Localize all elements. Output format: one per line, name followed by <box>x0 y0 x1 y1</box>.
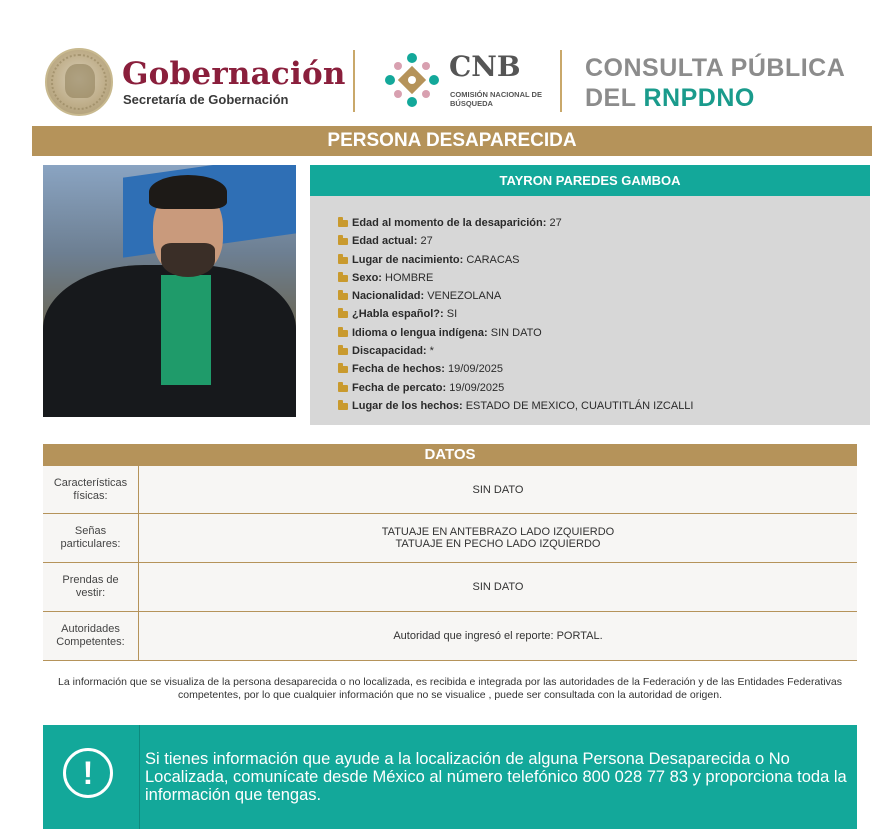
info-label: Lugar de nacimiento: <box>352 253 464 266</box>
folder-icon <box>338 400 348 410</box>
datos-row-value <box>139 612 857 660</box>
folder-icon <box>338 308 348 318</box>
alert-text: Si tienes información que ayude a la localización de alguna Persona Desaparecida o No Localizada, comunícate desde México al número telefónico 800 028 77 83 y proporciona toda la información que tengas. <box>145 750 847 804</box>
info-value: 19/09/2025 <box>449 381 505 394</box>
header-divider <box>560 50 562 112</box>
info-item <box>338 251 693 269</box>
datos-value-line: SIN DATO <box>472 483 524 496</box>
consulta-title-line2 <box>585 84 755 113</box>
photo-hoodie <box>161 275 211 385</box>
info-item <box>338 232 693 250</box>
datos-table <box>43 466 857 661</box>
datos-value-line: SIN DATO <box>472 581 524 593</box>
info-item <box>338 214 693 232</box>
info-label: Nacionalidad: <box>352 290 425 303</box>
person-info-box <box>310 196 870 425</box>
alert-divider <box>139 725 140 829</box>
datos-row-label: Autoridades Competentes: <box>43 612 139 660</box>
info-value: 27 <box>549 217 562 229</box>
info-label: Sexo: <box>352 271 382 284</box>
rnpdno-highlight: RNPDNO <box>643 84 755 112</box>
info-label: Lugar de los hechos: <box>352 399 463 412</box>
folder-icon <box>338 345 348 355</box>
info-item <box>338 305 693 323</box>
cnb-subtitle: COMISIÓN NACIONAL DE BÚSQUEDA <box>450 90 542 108</box>
header-divider <box>353 50 355 112</box>
info-value: HOMBRE <box>385 271 434 284</box>
folder-icon <box>338 217 348 227</box>
info-value: * <box>429 345 434 358</box>
info-label: Edad al momento de la desaparición: <box>352 217 547 229</box>
info-label: Idioma o lengua indígena: <box>352 326 488 339</box>
folder-icon <box>338 363 348 373</box>
person-name: TAYRON PAREDES GAMBOA <box>310 165 870 196</box>
gobernacion-subtitle: Secretaría de Gobernación <box>123 92 289 107</box>
datos-value-line: TATUAJE EN PECHO LADO IZQUIERDO <box>395 538 601 550</box>
person-photo <box>43 165 296 417</box>
national-seal-logo <box>45 48 113 116</box>
cnb-logo-icon <box>382 50 442 110</box>
datos-row-value <box>139 514 857 562</box>
folder-icon <box>338 290 348 300</box>
info-value: SIN DATO <box>490 326 542 339</box>
gobernacion-title: Gobernación <box>122 56 346 92</box>
consulta-prefix: DEL <box>585 84 644 112</box>
info-value: ESTADO DE MEXICO, CUAUTITLÁN IZCALLI <box>465 399 694 412</box>
info-label: Fecha de percato: <box>352 381 447 394</box>
datos-title-bar: DATOS <box>43 444 857 466</box>
datos-value-line: TATUAJE EN ANTEBRAZO LADO IZQUIERDO <box>381 526 615 538</box>
info-value: VENEZOLANA <box>427 290 502 303</box>
datos-row-value <box>139 466 857 513</box>
photo-hair <box>149 175 227 209</box>
info-item <box>338 379 693 397</box>
datos-row <box>43 514 857 563</box>
info-item <box>338 342 693 360</box>
datos-row <box>43 563 857 612</box>
seal-eagle-icon <box>65 64 95 98</box>
section-title-bar: PERSONA DESAPARECIDA <box>32 126 872 156</box>
folder-icon <box>338 272 348 282</box>
info-item <box>338 397 693 415</box>
photo-beard <box>161 243 215 277</box>
info-value: SI <box>446 308 458 321</box>
folder-icon <box>338 382 348 392</box>
datos-row <box>43 466 857 514</box>
folder-icon <box>338 235 348 245</box>
datos-row-label: Señas particulares: <box>43 514 139 562</box>
cnb-title: CNB <box>449 50 521 83</box>
info-value: 19/09/2025 <box>447 363 504 376</box>
info-label: ¿Habla español?: <box>352 308 444 321</box>
exclamation-icon: ! <box>63 748 113 798</box>
info-item <box>338 360 693 378</box>
info-label: Edad actual: <box>352 235 418 248</box>
info-label: Discapacidad: <box>352 345 427 358</box>
consulta-title-line1: CONSULTA PÚBLICA <box>585 54 846 82</box>
info-value: 27 <box>420 235 433 248</box>
person-info-list <box>338 214 693 415</box>
disclaimer-text: La información que se visualiza de la persona desaparecida o no localizada, es recibida e integrada por las autoridades de la Federación y de las Entidades Federativas competentes, por lo que cualquier información que no se visualice , puede ser consultada con la autoridad de origen. <box>58 676 842 701</box>
contact-alert <box>43 725 857 829</box>
datos-row <box>43 612 857 661</box>
datos-row-value <box>139 563 857 611</box>
datos-row-label: Características físicas: <box>43 466 139 513</box>
datos-value-line: Autoridad que ingresó el reporte: PORTAL. <box>393 630 603 642</box>
info-value: CARACAS <box>466 253 520 266</box>
page-header <box>0 0 881 125</box>
info-label: Fecha de hechos: <box>352 363 445 376</box>
info-item <box>338 269 693 287</box>
info-item <box>338 324 693 342</box>
folder-icon <box>338 254 348 264</box>
folder-icon <box>338 327 348 337</box>
info-item <box>338 287 693 305</box>
datos-row-label: Prendas de vestir: <box>43 563 139 611</box>
